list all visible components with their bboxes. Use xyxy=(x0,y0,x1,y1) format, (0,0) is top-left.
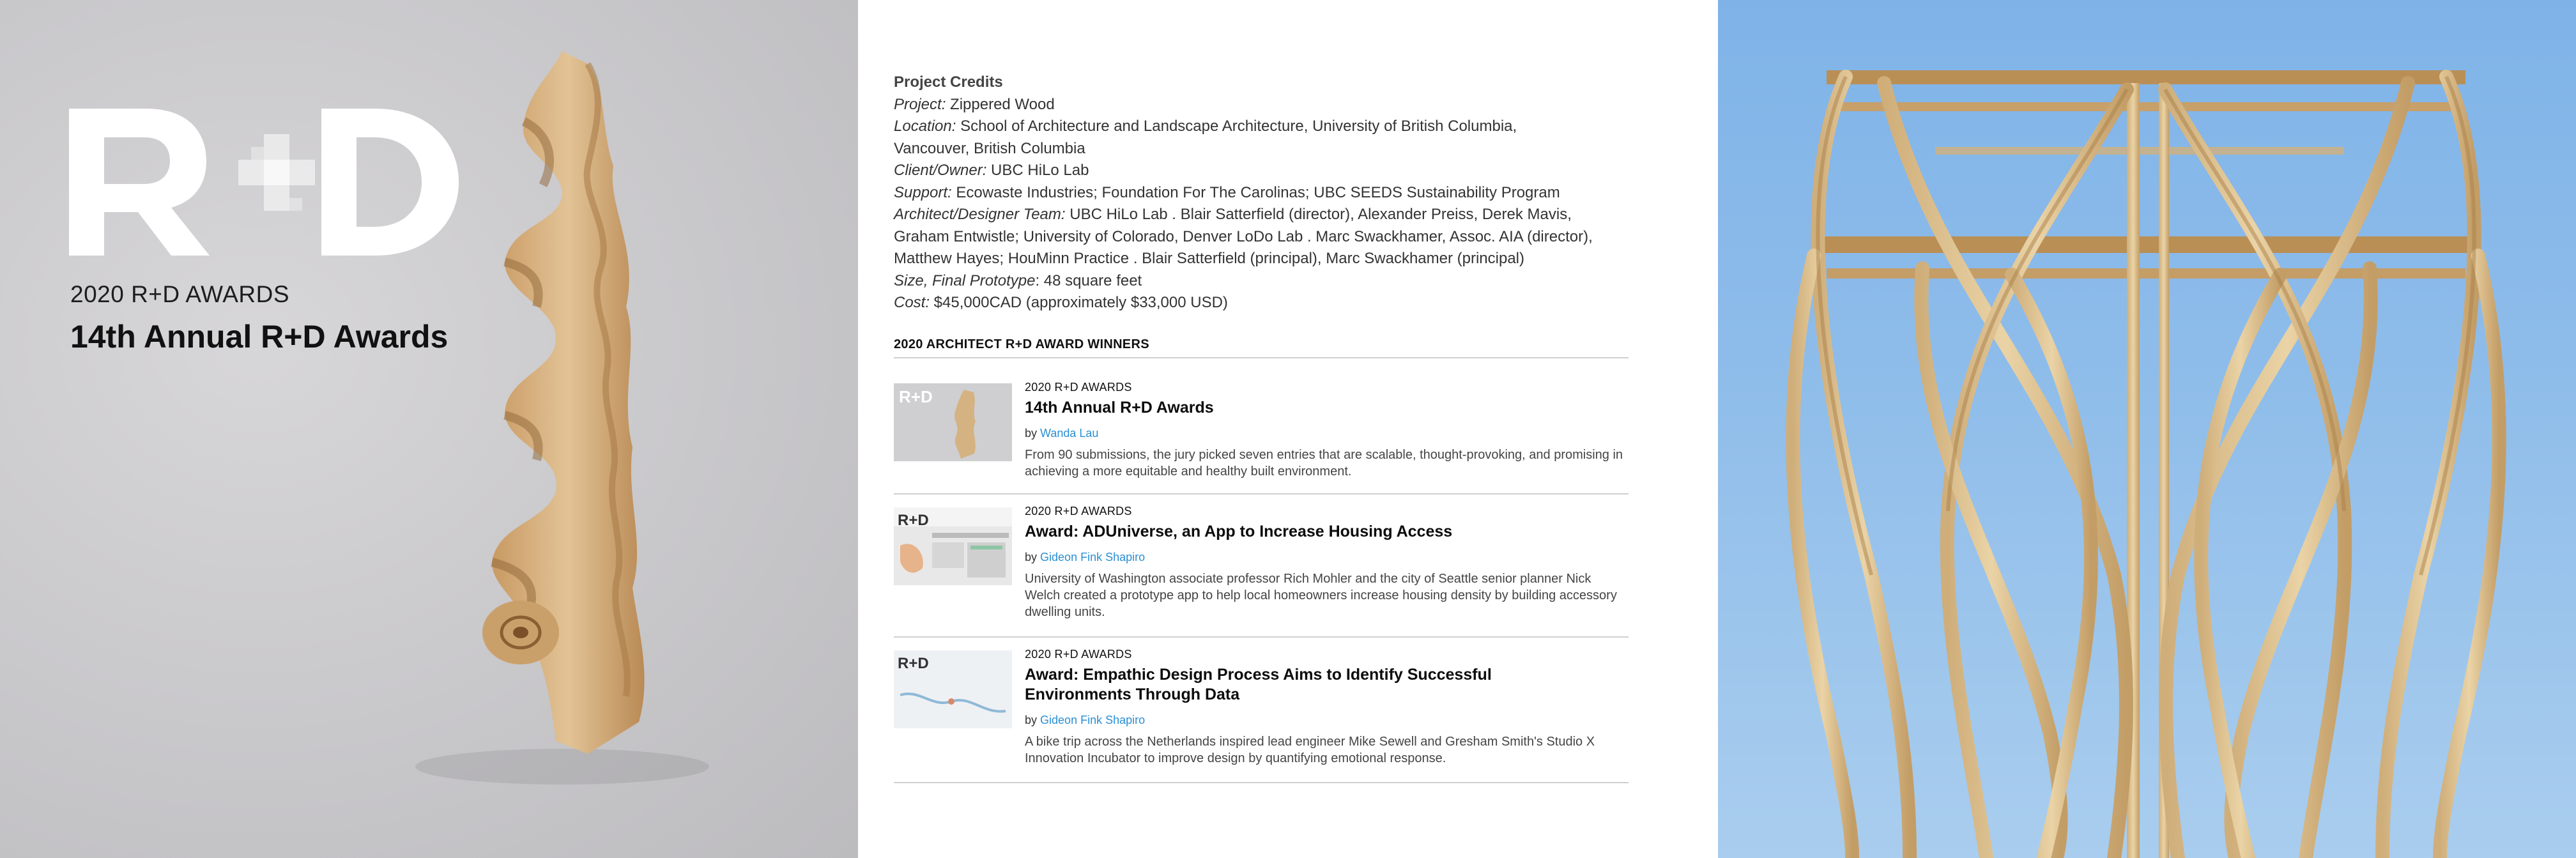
credit-line: Size, Final Prototype: 48 square feet xyxy=(894,272,1142,289)
item-byline: by Gideon Fink Shapiro xyxy=(1025,714,1146,726)
svg-text:R+D: R+D xyxy=(899,387,933,406)
credit-line: Location: School of Architecture and Landscape Architecture, University of British Columbia, Vancouver, British Columbia xyxy=(894,118,1517,157)
credit-line: Client/Owner: UBC HiLo Lab xyxy=(894,162,1089,179)
item-description: From 90 submissions, the jury picked seven entries that are scalable, thought-provoking, and promising in achieving a more equitable and healthy built environment. xyxy=(1025,448,1623,479)
author-link[interactable]: Gideon Fink Shapiro xyxy=(1040,551,1146,563)
right-photo-panel xyxy=(1718,0,2576,858)
winners-heading: 2020 ARCHITECT R+D AWARD WINNERS xyxy=(894,337,1629,358)
author-link[interactable]: Gideon Fink Shapiro xyxy=(1040,714,1146,726)
item-kicker: 2020 R+D AWARDS xyxy=(1025,381,1132,394)
zippered-wood-photo xyxy=(396,38,754,792)
credit-line: Cost: $45,000CAD (approximately $33,000 USD) xyxy=(894,294,1228,311)
item-title-link[interactable]: Award: ADUniverse, an App to Increase Housing Access xyxy=(1025,523,1453,540)
hero-title: 14th Annual R+D Awards xyxy=(70,319,448,355)
item-kicker: 2020 R+D AWARDS xyxy=(1025,648,1132,661)
plus-pixel-icon xyxy=(238,134,315,211)
list-item[interactable] xyxy=(894,638,1629,783)
credit-line: Project: Zippered Wood xyxy=(894,95,1055,113)
item-title-link[interactable]: 14th Annual R+D Awards xyxy=(1025,399,1214,417)
hero-kicker: 2020 R+D AWARDS xyxy=(70,281,290,307)
winners-list xyxy=(894,371,1629,783)
thumbnail[interactable] xyxy=(894,383,1012,461)
article-panel xyxy=(858,0,1718,858)
credits-heading: Project Credits xyxy=(894,73,1003,91)
item-description: University of Washington associate professor Rich Mohler and the city of Seattle senior planner Nick Welch created a prototype app to help local homeowners increase housing density by building accessory dwelling units. xyxy=(1025,572,1617,619)
wood-pavilion-photo xyxy=(1718,0,2576,858)
svg-text:R+D: R+D xyxy=(898,655,929,672)
item-title-link[interactable]: Award: Empathic Design Process Aims to Identify Successful Environments Through Data xyxy=(1025,666,1492,703)
item-byline: by Gideon Fink Shapiro xyxy=(1025,551,1146,563)
credit-line: Support: Ecowaste Industries; Foundation For The Carolinas; UBC SEEDS Sustainability Program xyxy=(894,183,1560,201)
item-kicker: 2020 R+D AWARDS xyxy=(1025,505,1132,517)
author-link[interactable]: Wanda Lau xyxy=(1040,427,1099,440)
list-item[interactable] xyxy=(894,494,1629,638)
list-item[interactable] xyxy=(894,371,1629,494)
item-byline: by Wanda Lau xyxy=(1025,427,1099,440)
svg-text:R+D: R+D xyxy=(898,512,929,529)
credit-line: Architect/Designer Team: UBC HiLo Lab . Blair Satterfield (director), Alexander Preiss, Derek Mavis, Graham Entwistle; University of Colorado, Denver LoDo Lab . Marc Swackhamer, Assoc. AIA (director), Matthew Hayes; HouMinn Practice . Blair Satterfield (principal), Marc Swackhamer (principal) xyxy=(894,206,1593,267)
thumbnail[interactable] xyxy=(894,650,1012,728)
left-hero-panel xyxy=(0,0,858,858)
item-description: A bike trip across the Netherlands inspired lead engineer Mike Sewell and Gresham Smith's Studio X Innovation Incubator to improve design by quantifying emotional response. xyxy=(1025,735,1595,765)
project-credits xyxy=(894,72,1660,314)
thumbnail[interactable] xyxy=(894,507,1012,585)
